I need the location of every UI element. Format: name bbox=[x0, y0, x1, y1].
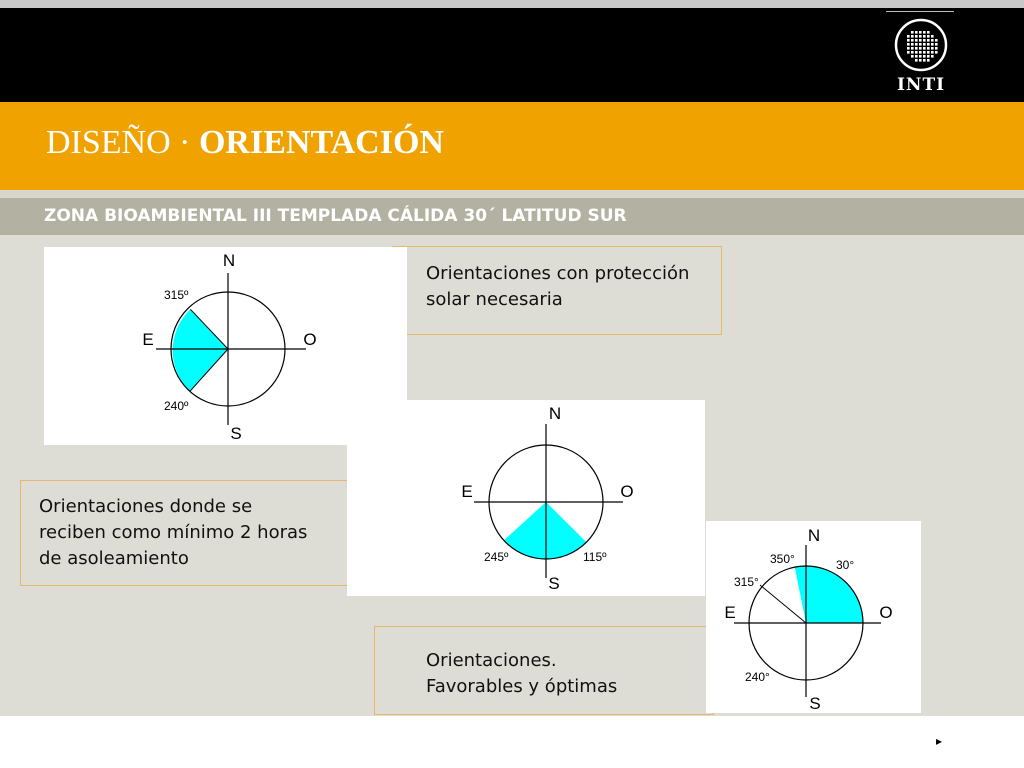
caption-line: Favorables y óptimas bbox=[426, 676, 618, 697]
south-label: S bbox=[230, 424, 242, 443]
logo-grid-dot bbox=[919, 59, 922, 62]
east-label: E bbox=[724, 603, 736, 622]
south-label: S bbox=[548, 574, 560, 593]
title-main: ORIENTACIÓN bbox=[198, 124, 444, 161]
logo-grid-dot bbox=[911, 43, 914, 46]
page-title bbox=[46, 124, 444, 162]
logo-text: INTI bbox=[896, 75, 946, 95]
logo-grid-dot bbox=[927, 35, 930, 38]
title-prefix: DISEÑO · bbox=[46, 124, 191, 161]
logo-grid-dot bbox=[923, 59, 926, 62]
caption-favorable bbox=[374, 626, 714, 715]
west-label: O bbox=[879, 603, 893, 622]
logo-grid-dot bbox=[911, 39, 914, 42]
compass-diagram-sunlight bbox=[347, 400, 705, 596]
logo-grid-dot bbox=[923, 55, 926, 58]
logo-grid-dot bbox=[919, 39, 922, 42]
compass-svg bbox=[706, 521, 921, 713]
angle-label: 350° bbox=[770, 552, 795, 566]
logo-grid-dot bbox=[927, 47, 930, 50]
logo-grid-dot bbox=[927, 59, 930, 62]
logo-grid-dot bbox=[927, 39, 930, 42]
logo-grid-dot bbox=[907, 35, 910, 38]
logo-grid-dot bbox=[931, 55, 934, 58]
west-label: O bbox=[303, 330, 317, 349]
logo-grid-dot bbox=[923, 51, 926, 54]
caption-protection bbox=[392, 246, 722, 335]
logo-grid-dot bbox=[915, 47, 918, 50]
compass-diagram-favorable bbox=[706, 521, 921, 713]
logo-grid-dot bbox=[919, 43, 922, 46]
angle-label: 30° bbox=[836, 558, 855, 572]
angle-label: 240° bbox=[745, 670, 770, 684]
caption-line: Orientaciones. bbox=[426, 650, 557, 671]
next-slide-icon[interactable]: ▸ bbox=[936, 734, 943, 748]
logo-emblem-icon bbox=[886, 11, 956, 73]
separator-band bbox=[0, 190, 1024, 198]
north-label: N bbox=[807, 526, 821, 545]
logo-grid-dot bbox=[907, 51, 910, 54]
angle-label: 245º bbox=[484, 550, 509, 564]
logo-grid-dot bbox=[915, 35, 918, 38]
header-bar bbox=[0, 8, 1024, 102]
logo-grid-dot bbox=[915, 55, 918, 58]
caption-line: solar necesaria bbox=[426, 289, 563, 310]
sector-shade bbox=[795, 566, 863, 623]
logo-grid-dot bbox=[923, 39, 926, 42]
logo-grid-dot bbox=[907, 43, 910, 46]
logo-grid-dot bbox=[931, 43, 934, 46]
logo-grid-dot bbox=[927, 55, 930, 58]
logo-grid-dot bbox=[919, 35, 922, 38]
angle-label: 240º bbox=[164, 399, 189, 413]
north-label: N bbox=[548, 404, 562, 423]
logo-grid-dot bbox=[907, 47, 910, 50]
logo-grid-dot bbox=[915, 31, 918, 34]
logo-grid-dot bbox=[935, 51, 938, 54]
east-label: E bbox=[142, 330, 154, 349]
caption-line: de asoleamiento bbox=[39, 548, 189, 569]
logo-grid-dot bbox=[931, 39, 934, 42]
west-label: O bbox=[620, 482, 634, 501]
logo-grid-dot bbox=[915, 59, 918, 62]
logo-grid-dot bbox=[915, 39, 918, 42]
logo-grid-dot bbox=[907, 39, 910, 42]
east-label: E bbox=[461, 482, 473, 501]
logo-grid-dot bbox=[915, 43, 918, 46]
logo-grid-dot bbox=[931, 47, 934, 50]
logo-grid-dot bbox=[931, 35, 934, 38]
logo-grid-dot bbox=[919, 31, 922, 34]
logo-grid-dot bbox=[931, 51, 934, 54]
angle-label: 315º bbox=[164, 288, 189, 302]
logo-grid-dot bbox=[911, 47, 914, 50]
logo-grid-dot bbox=[923, 35, 926, 38]
caption-line: Orientaciones donde se bbox=[39, 496, 253, 517]
logo-grid-dot bbox=[935, 43, 938, 46]
logo-grid-dot bbox=[911, 35, 914, 38]
inti-logo bbox=[886, 11, 956, 97]
logo-grid-dot bbox=[911, 31, 914, 34]
bearing-line bbox=[760, 585, 806, 623]
logo-grid-dot bbox=[919, 47, 922, 50]
logo-grid-dot bbox=[923, 47, 926, 50]
logo-grid-dot bbox=[927, 43, 930, 46]
logo-grid-dot bbox=[919, 51, 922, 54]
logo-grid-dot bbox=[935, 39, 938, 42]
logo-grid-dot bbox=[927, 31, 930, 34]
logo-grid-dot bbox=[911, 55, 914, 58]
north-label: N bbox=[222, 251, 236, 270]
logo-grid-dot bbox=[927, 51, 930, 54]
logo-grid-dot bbox=[919, 55, 922, 58]
caption-line: reciben como mínimo 2 horas bbox=[39, 522, 308, 543]
logo-grid-dot bbox=[935, 47, 938, 50]
angle-label: 115º bbox=[583, 550, 607, 564]
logo-grid-dot bbox=[915, 51, 918, 54]
top-divider bbox=[0, 0, 1024, 8]
compass-svg bbox=[347, 400, 705, 596]
caption-line: Orientaciones con protección bbox=[426, 263, 690, 284]
logo-grid-dot bbox=[923, 43, 926, 46]
caption-sunlight bbox=[20, 480, 355, 586]
angle-label: 315° bbox=[734, 575, 759, 589]
logo-grid-dot bbox=[923, 31, 926, 34]
page-subtitle: ZONA BIOAMBIENTAL III TEMPLADA CÁLIDA 30´ LATITUD SUR bbox=[44, 206, 627, 226]
logo-grid-dot bbox=[911, 51, 914, 54]
south-label: S bbox=[809, 694, 821, 713]
